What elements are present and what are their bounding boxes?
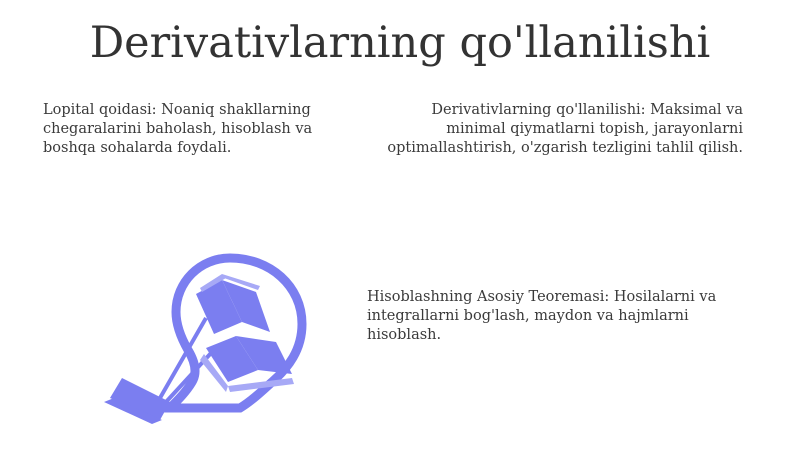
text-block-lopital: Lopital qoidasi: Noaniq shakllarning chegaralarini baholash, hisoblash va boshqa sohalarda foydali. bbox=[43, 102, 313, 156]
lightbulb-book-icon bbox=[100, 252, 310, 424]
text-block-applications: Derivativlarning qo'llanilishi: Maksimal va minimal qiymatlarni topish, jarayonlarni optimallashtirish, o'zgarish tezligini tahlil qilish. bbox=[387, 102, 743, 156]
text-block-fundamental-theorem: Hisoblashning Asosiy Teoremasi: Hosilalarni va integrallarni bog'lash, maydon va hajmlarni hisoblash. bbox=[367, 289, 717, 343]
slide-title: Derivativlarning qo'llanilishi bbox=[89, 18, 711, 68]
